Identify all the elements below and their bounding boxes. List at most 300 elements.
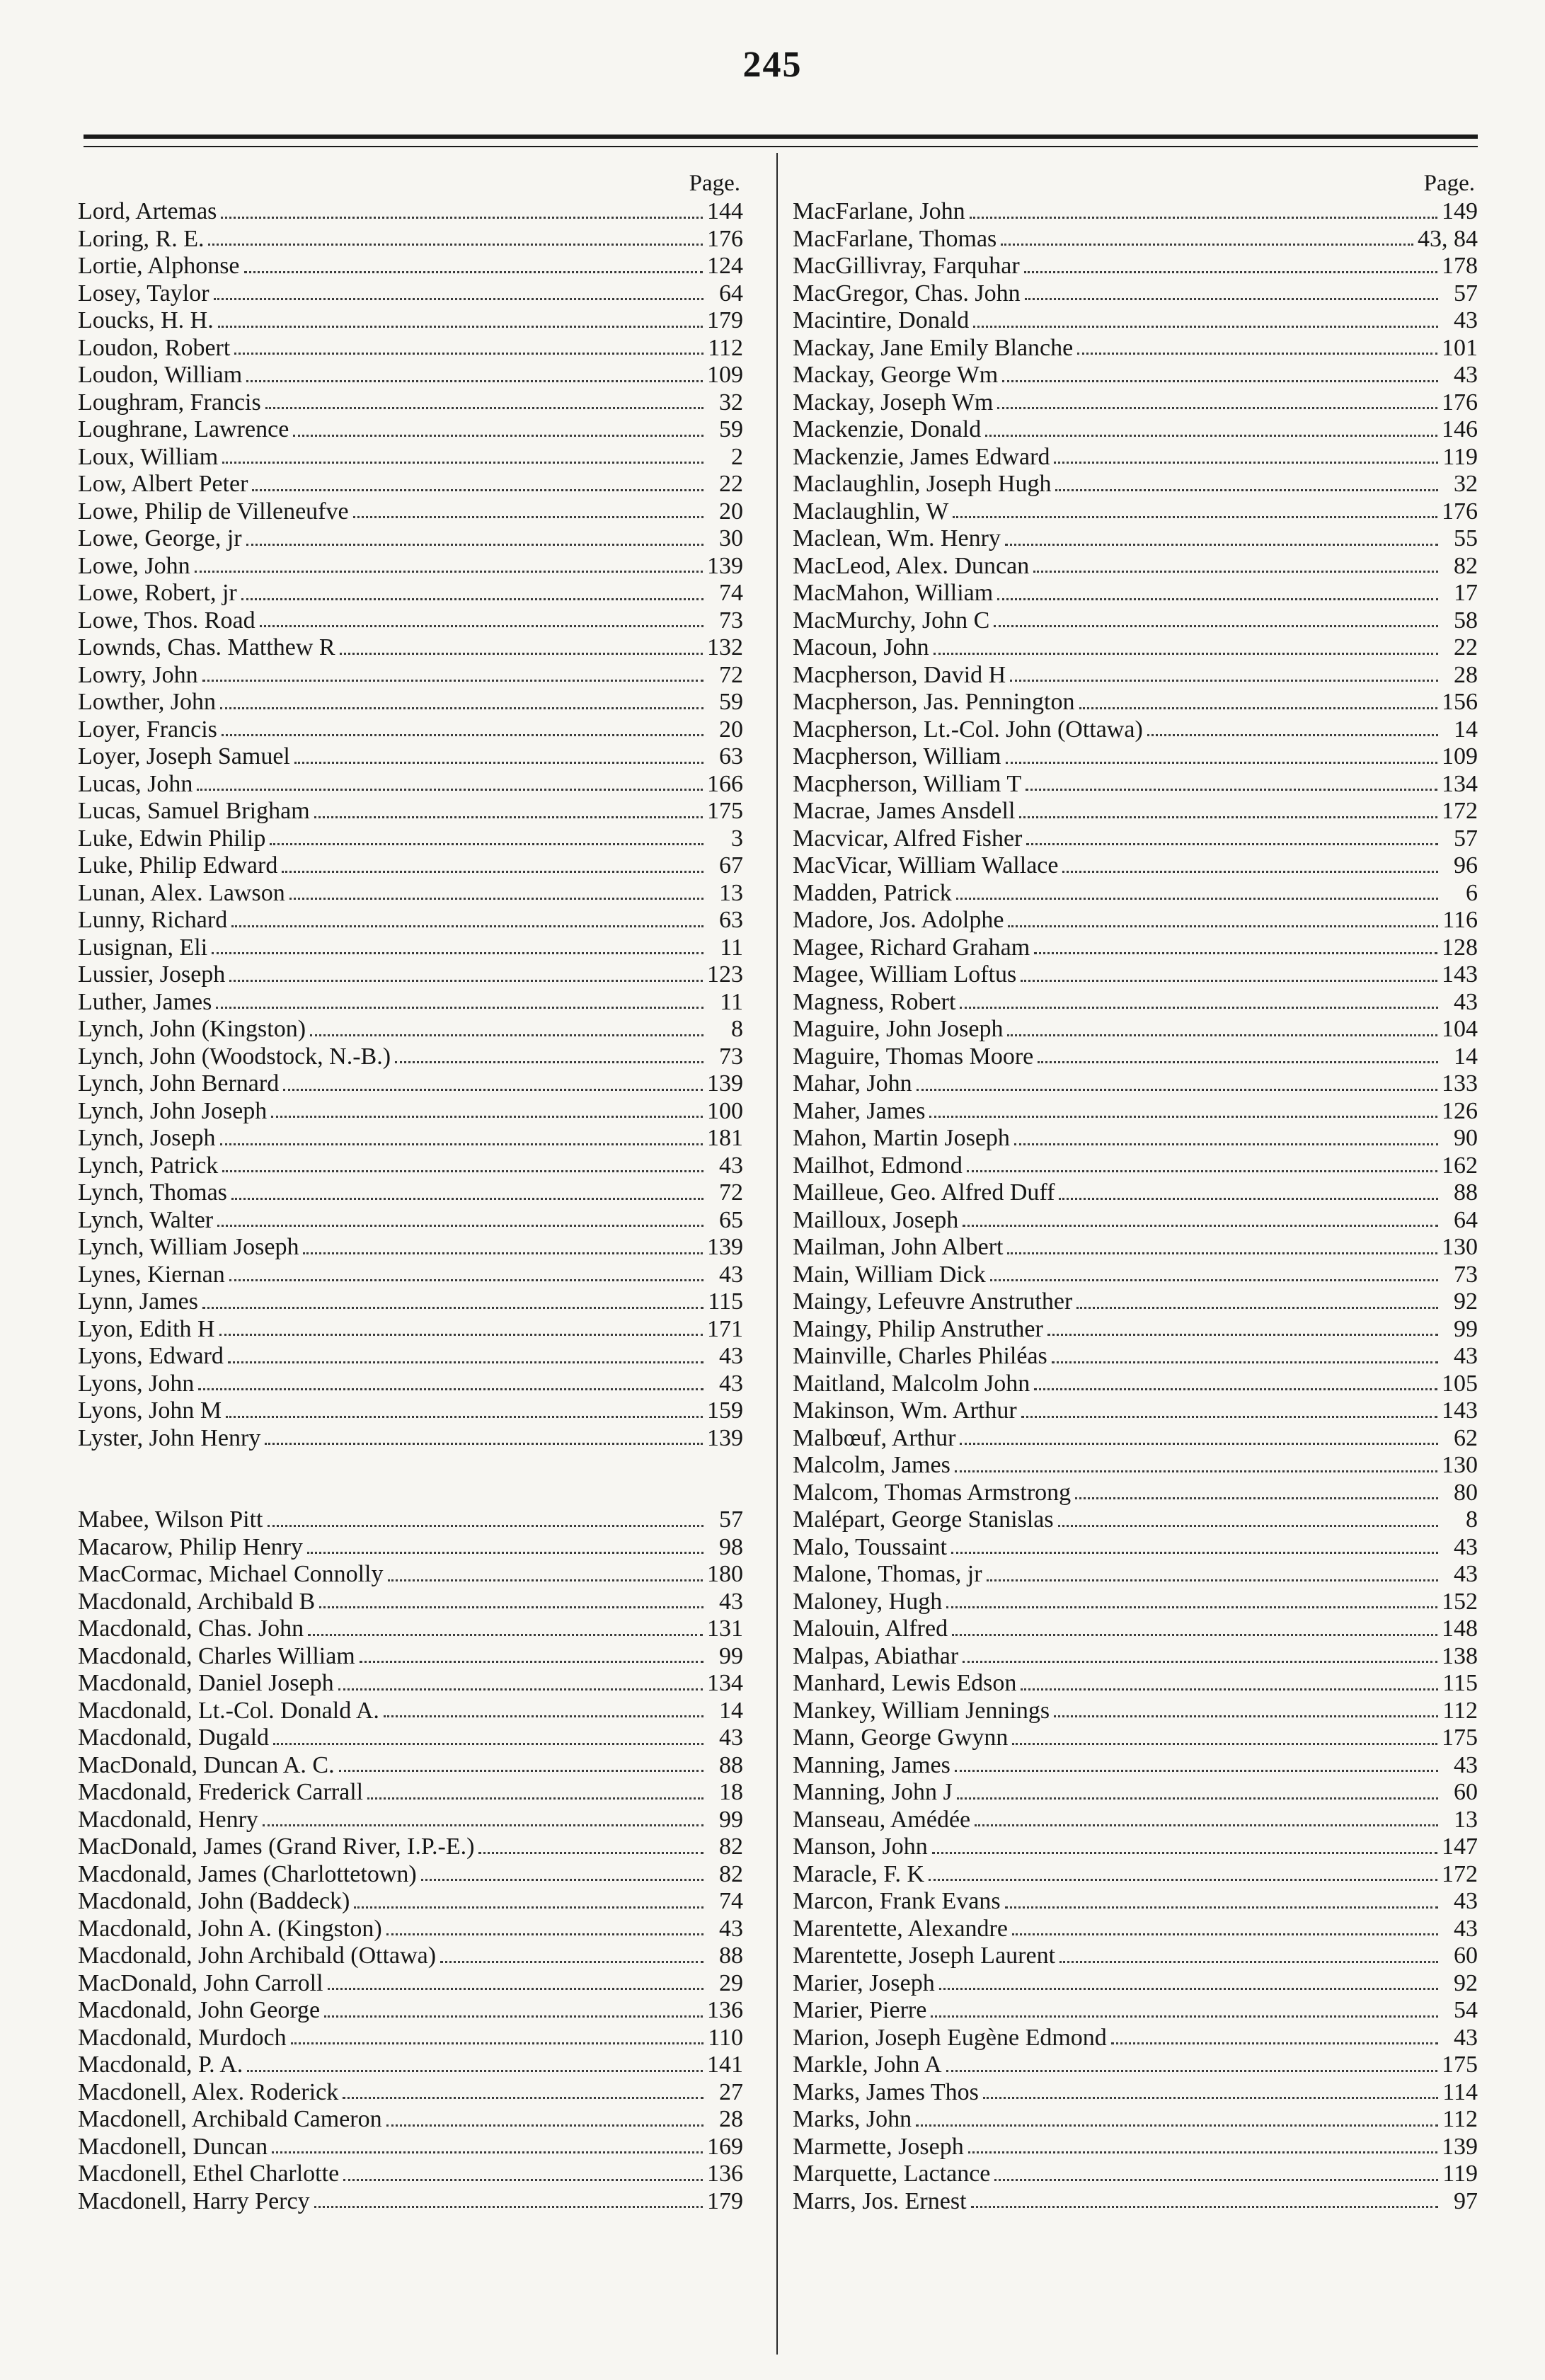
index-entry xyxy=(793,307,1478,335)
entry-name: MacMahon, William xyxy=(793,580,994,606)
entry-page: 64 xyxy=(719,280,743,307)
entry-name: Marentette, Alexandre xyxy=(793,1915,1008,1942)
right-page-header: Page. xyxy=(1423,171,1475,196)
entry-name: Macdonald, Henry xyxy=(78,1806,258,1833)
index-entry xyxy=(793,2188,1478,2216)
dot-leader xyxy=(289,898,703,900)
dot-leader xyxy=(229,980,703,982)
index-entry xyxy=(78,1779,743,1807)
entry-page: 32 xyxy=(1454,471,1478,497)
dot-leader xyxy=(291,2042,703,2044)
entry-name: Luke, Edwin Philip xyxy=(78,825,266,852)
entry-name: Macvicar, Alfred Fisher xyxy=(793,825,1023,852)
entry-name: Macpherson, Jas. Pennington xyxy=(793,689,1075,715)
entry-name: Lynch, Patrick xyxy=(78,1152,219,1179)
dot-leader xyxy=(367,1797,703,1800)
dot-leader xyxy=(353,516,703,518)
entry-name: Lynch, John Bernard xyxy=(78,1070,280,1097)
entry-page: 32 xyxy=(719,389,743,416)
entry-name: Marier, Pierre xyxy=(793,1997,927,2023)
dot-leader xyxy=(294,762,703,764)
entry-name: Maclaughlin, W xyxy=(793,498,949,525)
dot-leader xyxy=(314,2206,703,2208)
entry-name: Loux, William xyxy=(78,443,219,470)
index-entry xyxy=(78,1833,743,1861)
entry-name: Markle, John A xyxy=(793,2052,942,2078)
index-entry xyxy=(793,2134,1478,2161)
index-entry xyxy=(793,1343,1478,1371)
dot-leader xyxy=(994,2179,1438,2181)
entry-name: Malépart, George Stanislas xyxy=(793,1506,1054,1533)
dot-leader xyxy=(1002,380,1438,382)
dot-leader xyxy=(970,217,1437,219)
index-entry xyxy=(78,416,743,444)
entry-page: 139 xyxy=(707,1424,743,1451)
dot-leader xyxy=(220,1143,703,1145)
entry-page: 109 xyxy=(1442,743,1478,770)
index-entry xyxy=(793,498,1478,526)
entry-page: 99 xyxy=(1454,1315,1478,1342)
index-entry xyxy=(78,1643,743,1671)
entry-page: 11 xyxy=(720,988,743,1015)
dot-leader xyxy=(957,1797,1438,1800)
index-entry xyxy=(793,1752,1478,1780)
entry-page: 13 xyxy=(719,879,743,906)
entry-page: 88 xyxy=(719,1751,743,1778)
dot-leader xyxy=(1077,353,1437,355)
entry-page: 124 xyxy=(707,253,743,279)
index-entry xyxy=(78,1152,743,1180)
entry-name: Lynch, Thomas xyxy=(78,1179,227,1206)
dot-leader xyxy=(994,625,1438,627)
entry-name: Mann, George Gwynn xyxy=(793,1724,1009,1751)
column-divider xyxy=(776,153,778,2355)
dot-leader xyxy=(985,435,1437,437)
dot-leader xyxy=(955,1770,1438,1772)
entry-page: 3 xyxy=(731,825,743,852)
dot-leader xyxy=(1047,1334,1438,1336)
entry-page: 43 xyxy=(1454,988,1478,1015)
dot-leader xyxy=(1111,2042,1438,2044)
index-entry xyxy=(78,307,743,335)
entry-name: Lowe, Robert, jr xyxy=(78,580,237,606)
entry-page: 175 xyxy=(1442,1724,1478,1751)
entry-page: 2 xyxy=(731,443,743,470)
index-entry xyxy=(793,607,1478,635)
entry-name: Lunan, Alex. Lawson xyxy=(78,879,285,906)
index-entry xyxy=(78,525,743,553)
index-entry xyxy=(78,989,743,1017)
entry-name: Lunny, Richard xyxy=(78,907,228,933)
index-entry xyxy=(78,498,743,526)
entry-name: Macintire, Donald xyxy=(793,307,970,333)
index-entry xyxy=(793,2025,1478,2052)
index-entry xyxy=(78,1288,743,1316)
dot-leader xyxy=(198,1388,703,1390)
page-number: 245 xyxy=(742,45,803,85)
entry-name: Losey, Taylor xyxy=(78,280,209,307)
entry-page: 59 xyxy=(719,689,743,715)
dot-leader xyxy=(917,1089,1437,1091)
dot-leader xyxy=(1034,1388,1437,1390)
entry-page: 112 xyxy=(1442,2106,1478,2132)
dot-leader xyxy=(929,1879,1437,1881)
index-entry xyxy=(78,1452,743,1480)
entry-name: Lowe, Thos. Road xyxy=(78,607,255,634)
entry-name: Lortie, Alphonse xyxy=(78,253,240,279)
entry-name: Magee, Richard Graham xyxy=(793,934,1030,961)
dot-leader xyxy=(1054,462,1438,464)
dot-leader xyxy=(960,1443,1438,1445)
entry-name: Macdonell, Duncan xyxy=(78,2133,268,2160)
dot-leader xyxy=(319,1606,703,1608)
dot-leader xyxy=(1147,734,1438,736)
index-entry xyxy=(793,1997,1478,2025)
index-entry xyxy=(78,471,743,498)
entry-name: Manson, John xyxy=(793,1833,928,1860)
entry-page: 30 xyxy=(719,525,743,551)
index-entry xyxy=(78,1316,743,1344)
dot-leader xyxy=(952,1634,1437,1636)
entry-page: 82 xyxy=(1454,552,1478,579)
dot-leader xyxy=(386,1933,703,1935)
index-entry xyxy=(78,1997,743,2025)
entry-page: 134 xyxy=(707,1670,743,1696)
entry-name: Lusignan, Eli xyxy=(78,934,208,961)
dot-leader xyxy=(997,598,1438,600)
index-entry xyxy=(78,662,743,690)
dot-leader xyxy=(340,653,703,655)
entry-page: 130 xyxy=(1442,1452,1478,1478)
entry-name: Loudon, Robert xyxy=(78,334,231,361)
entry-page: 17 xyxy=(1454,580,1478,606)
entry-page: 43, 84 xyxy=(1418,225,1478,252)
index-entry xyxy=(78,852,743,880)
entry-name: Lownds, Chas. Matthew R xyxy=(78,634,335,660)
entry-page: 176 xyxy=(1442,498,1478,525)
entry-page: 43 xyxy=(719,1343,743,1369)
dot-leader xyxy=(202,1307,703,1309)
index-entry xyxy=(78,1371,743,1398)
entry-name: Lynn, James xyxy=(78,1288,198,1315)
entry-page: 14 xyxy=(1454,1043,1478,1070)
entry-page: 171 xyxy=(707,1315,743,1342)
index-entry xyxy=(78,825,743,853)
dot-leader xyxy=(282,871,703,873)
entry-page: 22 xyxy=(719,471,743,497)
entry-name: Macdonald, Murdoch xyxy=(78,2024,287,2051)
entry-name: Lynch, John Joseph xyxy=(78,1097,268,1124)
index-entry xyxy=(793,1043,1478,1071)
index-entry xyxy=(793,389,1478,417)
entry-name: Mailleue, Geo. Alfred Duff xyxy=(793,1179,1055,1206)
index-entry xyxy=(78,880,743,908)
entry-page: 43 xyxy=(719,1152,743,1179)
entry-page: 20 xyxy=(719,498,743,525)
dot-leader xyxy=(220,707,703,709)
entry-page: 74 xyxy=(719,1888,743,1914)
entry-name: Macpherson, William xyxy=(793,743,1001,770)
index-entry xyxy=(793,2161,1478,2188)
index-entry xyxy=(78,961,743,989)
entry-page: 123 xyxy=(707,961,743,988)
dot-leader xyxy=(953,516,1437,518)
dot-leader xyxy=(272,2151,703,2153)
index-entry xyxy=(78,1098,743,1126)
entry-name: Loughram, Francis xyxy=(78,389,261,416)
index-entry xyxy=(793,362,1478,389)
index-entry xyxy=(78,1125,743,1152)
index-entry xyxy=(793,1589,1478,1616)
entry-name: Macpherson, David H xyxy=(793,661,1006,688)
entry-name: Manseau, Amédée xyxy=(793,1806,971,1833)
entry-name: Macdonald, Archibald B xyxy=(78,1588,316,1615)
index-entry xyxy=(793,1261,1478,1289)
index-entry xyxy=(78,2106,743,2134)
dot-leader xyxy=(916,2124,1438,2127)
dot-leader xyxy=(956,898,1438,900)
dot-leader xyxy=(987,1579,1438,1581)
entry-page: 20 xyxy=(719,716,743,743)
entry-page: 11 xyxy=(720,934,743,961)
entry-page: 82 xyxy=(719,1833,743,1860)
entry-name: Lowe, George, jr xyxy=(78,525,242,551)
index-entry xyxy=(78,1343,743,1371)
index-entry xyxy=(78,280,743,308)
index-entry xyxy=(78,1970,743,1998)
dot-leader xyxy=(265,407,703,409)
dot-leader xyxy=(1054,1715,1438,1717)
entry-name: MacDonald, James (Grand River, I.P.-E.) xyxy=(78,1833,475,1860)
entry-page: 112 xyxy=(1442,1697,1478,1724)
entry-page: 139 xyxy=(707,1234,743,1260)
entry-page: 14 xyxy=(1454,716,1478,743)
index-entry xyxy=(793,1316,1478,1344)
dot-leader xyxy=(1012,1933,1438,1935)
right-entry-list xyxy=(793,198,1478,2215)
index-entry xyxy=(793,2106,1478,2134)
dot-leader xyxy=(1019,816,1437,818)
entry-name: Malcom, Thomas Armstrong xyxy=(793,1479,1072,1506)
index-entry xyxy=(793,1970,1478,1998)
dot-leader xyxy=(202,680,703,682)
dot-leader xyxy=(260,625,703,627)
dot-leader xyxy=(208,244,703,246)
index-entry xyxy=(793,1779,1478,1807)
dot-leader xyxy=(1012,1743,1437,1745)
entry-name: MacMurchy, John C xyxy=(793,607,990,634)
entry-page: 146 xyxy=(1442,416,1478,442)
index-entry xyxy=(78,1589,743,1616)
entry-name: Macdonald, Chas. John xyxy=(78,1615,304,1642)
entry-page: 179 xyxy=(707,2187,743,2214)
index-entry xyxy=(78,1425,743,1453)
dot-leader xyxy=(1008,925,1438,927)
entry-page: 63 xyxy=(719,907,743,933)
index-entry xyxy=(793,525,1478,553)
entry-name: Malbœuf, Arthur xyxy=(793,1424,956,1451)
index-entry xyxy=(793,1125,1478,1152)
dot-leader xyxy=(338,1688,703,1690)
index-entry xyxy=(793,961,1478,989)
entry-page: 139 xyxy=(707,552,743,579)
index-entry xyxy=(78,607,743,635)
entry-name: Macoun, John xyxy=(793,634,929,660)
entry-name: Low, Albert Peter xyxy=(78,471,248,497)
index-entry xyxy=(793,907,1478,934)
entry-name: Madden, Patrick xyxy=(793,879,952,906)
dot-leader xyxy=(265,1443,703,1445)
index-entry xyxy=(78,1070,743,1098)
entry-name: Marmette, Joseph xyxy=(793,2133,964,2160)
dot-leader xyxy=(440,1961,703,1963)
index-entry xyxy=(78,335,743,362)
index-entry xyxy=(793,1371,1478,1398)
index-entry xyxy=(793,1943,1478,1970)
entry-page: 43 xyxy=(1454,362,1478,388)
index-entry xyxy=(78,1561,743,1589)
index-entry xyxy=(78,1943,743,1970)
entry-page: 166 xyxy=(707,770,743,797)
entry-name: Marks, John xyxy=(793,2106,912,2132)
dot-leader xyxy=(343,2179,703,2181)
entry-page: 99 xyxy=(719,1806,743,1833)
left-column xyxy=(78,168,743,2215)
entry-name: Loucks, H. H. xyxy=(78,307,214,333)
entry-page: 43 xyxy=(1454,2024,1478,2051)
index-entry xyxy=(793,1152,1478,1180)
index-entry xyxy=(78,1807,743,1834)
entry-page: 72 xyxy=(719,1179,743,1206)
index-entry xyxy=(793,634,1478,662)
entry-page: 175 xyxy=(707,798,743,824)
entry-page: 90 xyxy=(1454,1125,1478,1151)
index-entry xyxy=(793,880,1478,908)
entry-page: 176 xyxy=(707,225,743,252)
dot-leader xyxy=(395,1061,703,1063)
entry-page: 105 xyxy=(1442,1370,1478,1397)
dot-leader xyxy=(324,2015,703,2018)
entry-page: 60 xyxy=(1454,1779,1478,1805)
index-entry xyxy=(793,1506,1478,1534)
index-entry xyxy=(793,1833,1478,1861)
entry-name: Mackenzie, Donald xyxy=(793,416,982,442)
entry-page: 65 xyxy=(719,1206,743,1233)
dot-leader xyxy=(197,789,703,791)
index-entry xyxy=(78,907,743,934)
entry-page: 43 xyxy=(1454,1533,1478,1560)
entry-name: Lynch, Joseph xyxy=(78,1125,216,1151)
entry-name: Lynch, John (Woodstock, N.-B.) xyxy=(78,1043,391,1070)
entry-page: 43 xyxy=(719,1370,743,1397)
entry-name: Luke, Philip Edward xyxy=(78,852,278,879)
entry-page: 82 xyxy=(719,1860,743,1887)
entry-page: 149 xyxy=(1442,198,1478,224)
entry-page: 136 xyxy=(707,2161,743,2187)
entry-name: Macarow, Philip Henry xyxy=(78,1533,303,1560)
entry-page: 55 xyxy=(1454,525,1478,551)
entry-name: Mabee, Wilson Pitt xyxy=(78,1506,263,1533)
entry-name: Loring, R. E. xyxy=(78,225,205,252)
entry-page: 100 xyxy=(707,1097,743,1124)
entry-name: Macdonald, P. A. xyxy=(78,2052,243,2078)
index-entry xyxy=(793,198,1478,226)
entry-page: 62 xyxy=(1454,1424,1478,1451)
dot-leader xyxy=(246,544,703,546)
dot-leader xyxy=(946,1606,1437,1608)
index-entry xyxy=(793,1916,1478,1943)
entry-name: Lynes, Kiernan xyxy=(78,1261,225,1288)
index-entry xyxy=(78,2025,743,2052)
entry-page: 143 xyxy=(1442,1397,1478,1424)
dot-leader xyxy=(307,1552,703,1554)
dot-leader xyxy=(421,1879,703,1881)
index-entry xyxy=(793,1179,1478,1207)
entry-name: Malpas, Abiathar xyxy=(793,1642,959,1669)
entry-page: 134 xyxy=(1442,770,1478,797)
entry-name: Marentette, Joseph Laurent xyxy=(793,1943,1056,1969)
entry-name: Magee, William Loftus xyxy=(793,961,1017,988)
dot-leader xyxy=(270,843,703,845)
dot-leader xyxy=(263,1824,703,1826)
entry-name: Macdonell, Harry Percy xyxy=(78,2187,310,2214)
index-entry xyxy=(78,1397,743,1425)
entry-page: 143 xyxy=(1442,961,1478,988)
entry-name: Macdonald, John A. (Kingston) xyxy=(78,1915,382,1942)
entry-page: 156 xyxy=(1442,689,1478,715)
dot-leader xyxy=(1005,544,1438,546)
dot-leader xyxy=(386,2124,703,2127)
entry-page: 60 xyxy=(1454,1943,1478,1969)
dot-leader xyxy=(1026,789,1437,791)
index-entry xyxy=(793,1615,1478,1643)
index-entry xyxy=(793,2052,1478,2079)
index-entry xyxy=(78,362,743,389)
entry-name: Macpherson, William T xyxy=(793,770,1022,797)
entry-page: 144 xyxy=(707,198,743,224)
index-entry xyxy=(793,1288,1478,1316)
dot-leader xyxy=(229,1279,703,1281)
dot-leader xyxy=(1055,489,1438,491)
index-entry xyxy=(78,444,743,471)
entry-page: 73 xyxy=(719,1043,743,1070)
entry-page: 159 xyxy=(707,1397,743,1424)
entry-page: 54 xyxy=(1454,1997,1478,2023)
entry-page: 14 xyxy=(719,1697,743,1724)
entry-page: 92 xyxy=(1454,1288,1478,1315)
index-entry xyxy=(78,934,743,962)
index-entry xyxy=(78,580,743,607)
entry-page: 13 xyxy=(1454,1806,1478,1833)
index-entry xyxy=(793,1724,1478,1752)
entry-name: Manning, John J xyxy=(793,1779,953,1805)
dot-leader xyxy=(1001,244,1413,246)
index-entry xyxy=(793,662,1478,690)
entry-name: Mackay, George Wm xyxy=(793,362,999,388)
dot-leader xyxy=(212,952,703,954)
entry-page: 80 xyxy=(1454,1479,1478,1506)
header-rule-thin xyxy=(84,146,1478,147)
index-entry xyxy=(78,634,743,662)
index-entry xyxy=(78,1888,743,1916)
index-entry xyxy=(78,226,743,253)
index-entry xyxy=(793,1070,1478,1098)
index-entry xyxy=(78,798,743,825)
index-entry xyxy=(793,253,1478,280)
entry-page: 43 xyxy=(719,1261,743,1288)
entry-page: 98 xyxy=(719,1533,743,1560)
index-entry xyxy=(78,1179,743,1207)
